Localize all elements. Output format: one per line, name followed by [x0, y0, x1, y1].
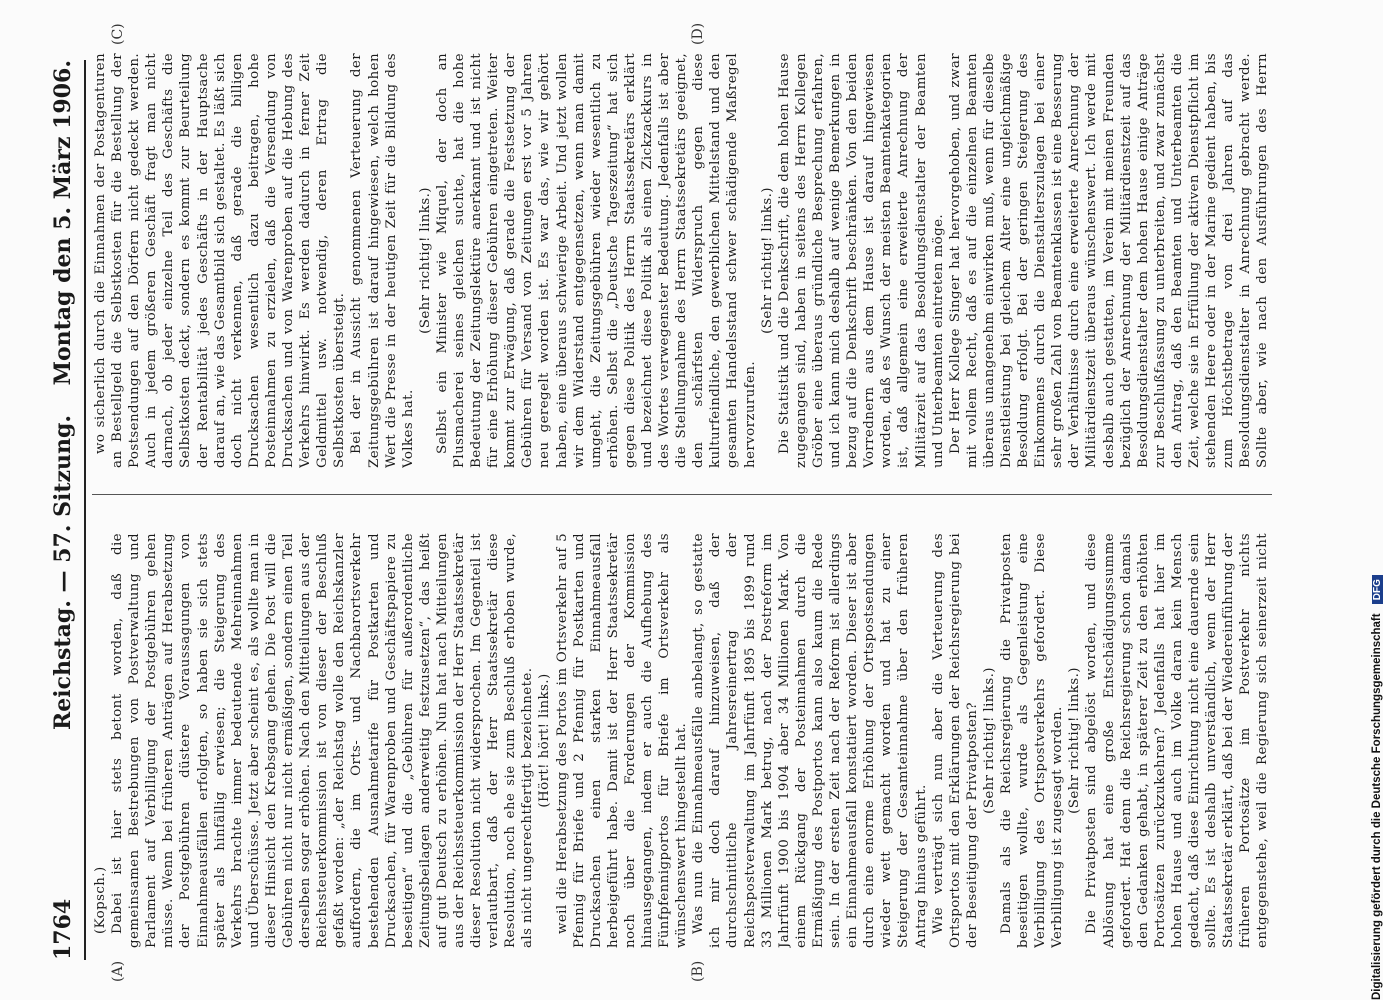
- paragraph: (Kopsch.): [93, 866, 108, 934]
- digitization-credit: [1351, 0, 1383, 1000]
- text-column-left: [92, 533, 1272, 948]
- column-divider: [92, 494, 1272, 495]
- page-header: [50, 60, 86, 960]
- margin-marker-d: (D): [690, 22, 706, 45]
- interjection: (Hört! hört! links.): [537, 673, 553, 808]
- session-date: Montag den 5. März 1906.: [50, 60, 76, 386]
- interjection: (Sehr richtig! links.): [981, 667, 997, 814]
- interjection: (Sehr richtig! links.): [759, 187, 775, 334]
- text-column-right: [92, 53, 1272, 468]
- margin-marker-c: (C): [110, 23, 126, 45]
- interjection: (Sehr richtig! links.): [417, 187, 433, 334]
- margin-marker-b: (B): [690, 960, 706, 982]
- paragraph: Dabei ist hier stets betont worden, daß die gemeinsamen Bestrebungen von Postverwaltung und Parlament auf Verbilligung der Postgebühren gehen müsse. Wenn bei früheren Anträgen auf Herabsetzung der Postgebühren düstere Voraussagungen von Einnahmeausfällen erfolgten, so haben sie sich stets später als hinfällig erwiesen; die Steigerung des Verkehrs brachte immer bedeutende Mehreinnahmen und Überschüsse. Jetzt aber scheint es, als wollte man in dieser Hinsicht den Krebsgang gehen. Die Post will die Gebühren nicht nur nicht ermäßigen, sondern einen Teil derselben sogar erhöhen. Nach den Mitteilungen aus der Reichssteuerkommission ist von dieser der Beschluß gefaßt worden: „der Reichstag wolle den Reichskanzler auffordern, die im Orts- und Nachbarortsverkehr bestehenden Ausnahmetarife für Postkarten und Drucksachen, für Warenproben und Geschäftspapiere zu beseitigen“ und die „Gebühren für außerordentliche Zeitungsbeilagen anderweitig festzusetzen“, das heißt auf gut Deutsch zu erhöhen. Nun hat nach Mitteilungen aus der Reichssteuerkommission der Herr Staatssekretär dieser Resolution nicht widersprochen. Im Gegenteil ist verlautbart, daß der Herr Staatssekretär diese Resolution, noch ehe sie zum Beschluß erhoben wurde, als nicht ungerechtfertigt bezeichnete.: [110, 533, 536, 948]
- dfg-logo: DFG: [1372, 575, 1383, 604]
- paragraph: Der Herr Kollege Singer hat hervorgehoben, und zwar mit vollem Recht, daß es auf die einzelnen Beamten überaus unangenehm einwirken muß, wenn für dieselbe Dienstleistung bei gleichem Alter eine ungleichmäßige Besoldung erfolgt. Bei der geringen Steigerung des Einkommens durch die Dienstalterszulagen bei einer sehr großen Zahl von Beamtenklassen ist eine Besserung der Verhältnisse durch eine erweiterte Anrechnung der Militärdienstzeit überaus wünschenswert. Ich werde mit desbalb auch gestatten, im Verein mit meinen Freunden bezüglich der Anrechnung der Militärdienstzeit auf das Besoldungsdienstalter dem hohen Hause einige Anträge zur Beschlußfassung zu unterbreiten, und zwar zunächst den Antrag, daß den Beamten und Unterbeamten die Zeit, welche sie in Erfüllung der aktiven Dienstpflicht im stehenden Heere oder in der Marine gedient haben, bis zum Höchstbetrage von drei Jahren auf das Besoldungsdienstalter in Anrechnung gebracht werde. Sollte aber, wie nach den Ausführungen des Herrn: [947, 53, 1271, 468]
- session-title: Reichstag. — 57. Sitzung.: [50, 414, 76, 730]
- credit-text: Digitalisierung gefördert durch die Deutsche Forschungsgemeinschaft: [1371, 613, 1383, 1000]
- page-number: 1764: [50, 898, 76, 960]
- interjection: (Sehr richtig! links.): [1067, 667, 1083, 814]
- paragraph: Wie verträgt sich nun aber die Verteuerung des Ortsportos mit den Erklärungen der Reichsregierung bei der Beseitigung der Privatposten?: [930, 533, 980, 948]
- paragraph: weil die Herabsetzung des Portos im Ortsverkehr auf 5 Pfennig für Briefe und 2 Pfennig für Postkarten und Drucksachen einen starken Einnahmeausfall herbeigeführt habe. Damit ist der Herr Staatssekretär noch über die Forderungen der Kommission hinausgegangen, indem er auch die Aufhebung des Fünfpfennigportos für Briefe im Ortsverkehr als wünschenswert hingestellt hat.: [554, 533, 690, 948]
- paragraph: Was nun die Einnahmeausfälle anbelangt, so gestatte ich mir doch darauf hinzuweisen, daß der durchschnittliche Jahresreinertrag der Reichspostverwaltung im Jahrfünft 1895 bis 1899 rund 33 Millionen Mark betrug, nach der Postreform im Jahrfünft 1900 bis 1904 aber 34 Millionen Mark. Von einem Rückgang der Posteinnahmen durch die Ermäßigung des Postportos kann also kaum die Rede sein. In der ersten Zeit nach der Reform ist allerdings ein Einnahmeausfall konstatiert worden. Dieser ist aber durch eine enorme Erhöhung der Ortspostsendungen wieder wett gemacht worden und hat zu einer Steigerung der Gesamteinnahme über den früheren Antrag hinaus geführt.: [691, 533, 929, 948]
- paragraph: Selbst ein Minister wie Miquel, der doch an Plusmacherei seines gleichen suchte, hat die hohe Bedeutung der Zeitungslektüre anerkannt und ist nicht für eine Erhöhung dieser Gebühren eingetreten. Weiter kommt zur Erwägung, daß gerade die Festsetzung der Gebühren für Versand von Zeitungen erst vor 5 Jahren neu geregelt worden ist. Es war das, wie wir gehört haben, eine überaus schwierige Arbeit. Und jetzt wollen wir dem Widerstand entgegensetzen, wenn man damit umgeht, die Zeitungsgebühren wieder wesentlich zu erhöhen. Selbst die „Deutsche Tageszeitung“ hat sich gegen diese Politik des Herrn Staatssekretärs erklärt und bezeichnet diese Politik als einen Zickzackkurs in des Wortes verwegenster Bedeutung. Jedenfalls ist aber die Stellungnahme des Herrn Staatssekretärs geeignet, den schärfsten Widerspruch gegen diese kulturfeindliche, den gewerblichen Mittelstand und den gesamten Handelsstand schwer schädigende Maßregel hervorzurufen.: [434, 53, 758, 468]
- paragraph: Damals als die Reichsregierung die Privatposten beseitigen wollte, wurde als Gegenleistung eine Verbilligung des Ortspostverkehrs gefordert. Diese Verbilligung ist zugesagt worden.: [998, 533, 1066, 948]
- paragraph: Bei der in Aussicht genommenen Verteuerung der Zeitungsgebühren ist darauf hingewiesen, welch hohen Wert die Presse in der heutigen Zeit für die Bildung des Volkes hat.: [349, 53, 416, 468]
- paragraph: Die Privatposten sind abgelöst worden, und diese Ablösung hat eine große Entschädigungssumme gefordert. Hat denn die Reichsregierung schon damals den Gedanken gehabt, in späterer Zeit zu den erhöhten Portosätzen zurückzukehren? Jedenfalls hat hier im hohen Hause und auch im Volke daran kein Mensch gedacht, daß diese Einrichtung nicht eine dauernde sein sollte. Es ist deshalb unverständlich, wenn der Herr Staatssekretär erklärt, daß bei der Wiedereinführung der früheren Portosätze im Postverkehr nichts entgegenstehe, weil die Regierung sich seinerzeit nicht: [1084, 533, 1271, 948]
- paragraph: Die Statistik und die Denkschrift, die dem hohen Hause zugegangen sind, haben in seitens des Herrn Kollegen Gröber eine überaus gründliche Besprechung erfahren, und ich kann mich deshalb auf wenige Bemerkungen in bezug auf die Denkschrift beschränken. Von den beiden Vorrednern aus dem Hause ist darauf hingewiesen worden, daß es Wunsch der meisten Beamtenkategorien ist, daß allgemein eine erweiterte Anrechnung der Militärzeit auf das Besoldungsdienstalter der Beamten und Unterbeamten eintreten möge.: [776, 53, 946, 468]
- paragraph: wo sicherlich durch die Einnahmen der Postagenturen an Bestellgeld die Selbstkosten für die Bestellung der Postsendungen auf den Dörfern nicht gedeckt werden. Auch in jedem größeren Geschäft fragt man nicht darnach, ob jeder einzelne Teil des Geschäfts die Selbstkosten deckt, sondern es kommt zur Beurteilung der Rentabilität jedes Geschäfts in der Hauptsache darauf an, wie das Gesamtbild sich gestaltet. Es läßt sich doch nicht verkennen, daß gerade die billigen Drucksachen wesentlich dazu beitragen, hohe Posteinnahmen zu erzielen, daß die Versendung von Drucksachen und von Warenproben auf die Hebung des Verkehrs hinwirkt. Es werden dadurch in ferner Zeit Geldmittel usw. notwendig, deren Ertrag die Selbstkosten übersteigt.: [93, 53, 348, 468]
- margin-marker-a: (A): [110, 960, 126, 982]
